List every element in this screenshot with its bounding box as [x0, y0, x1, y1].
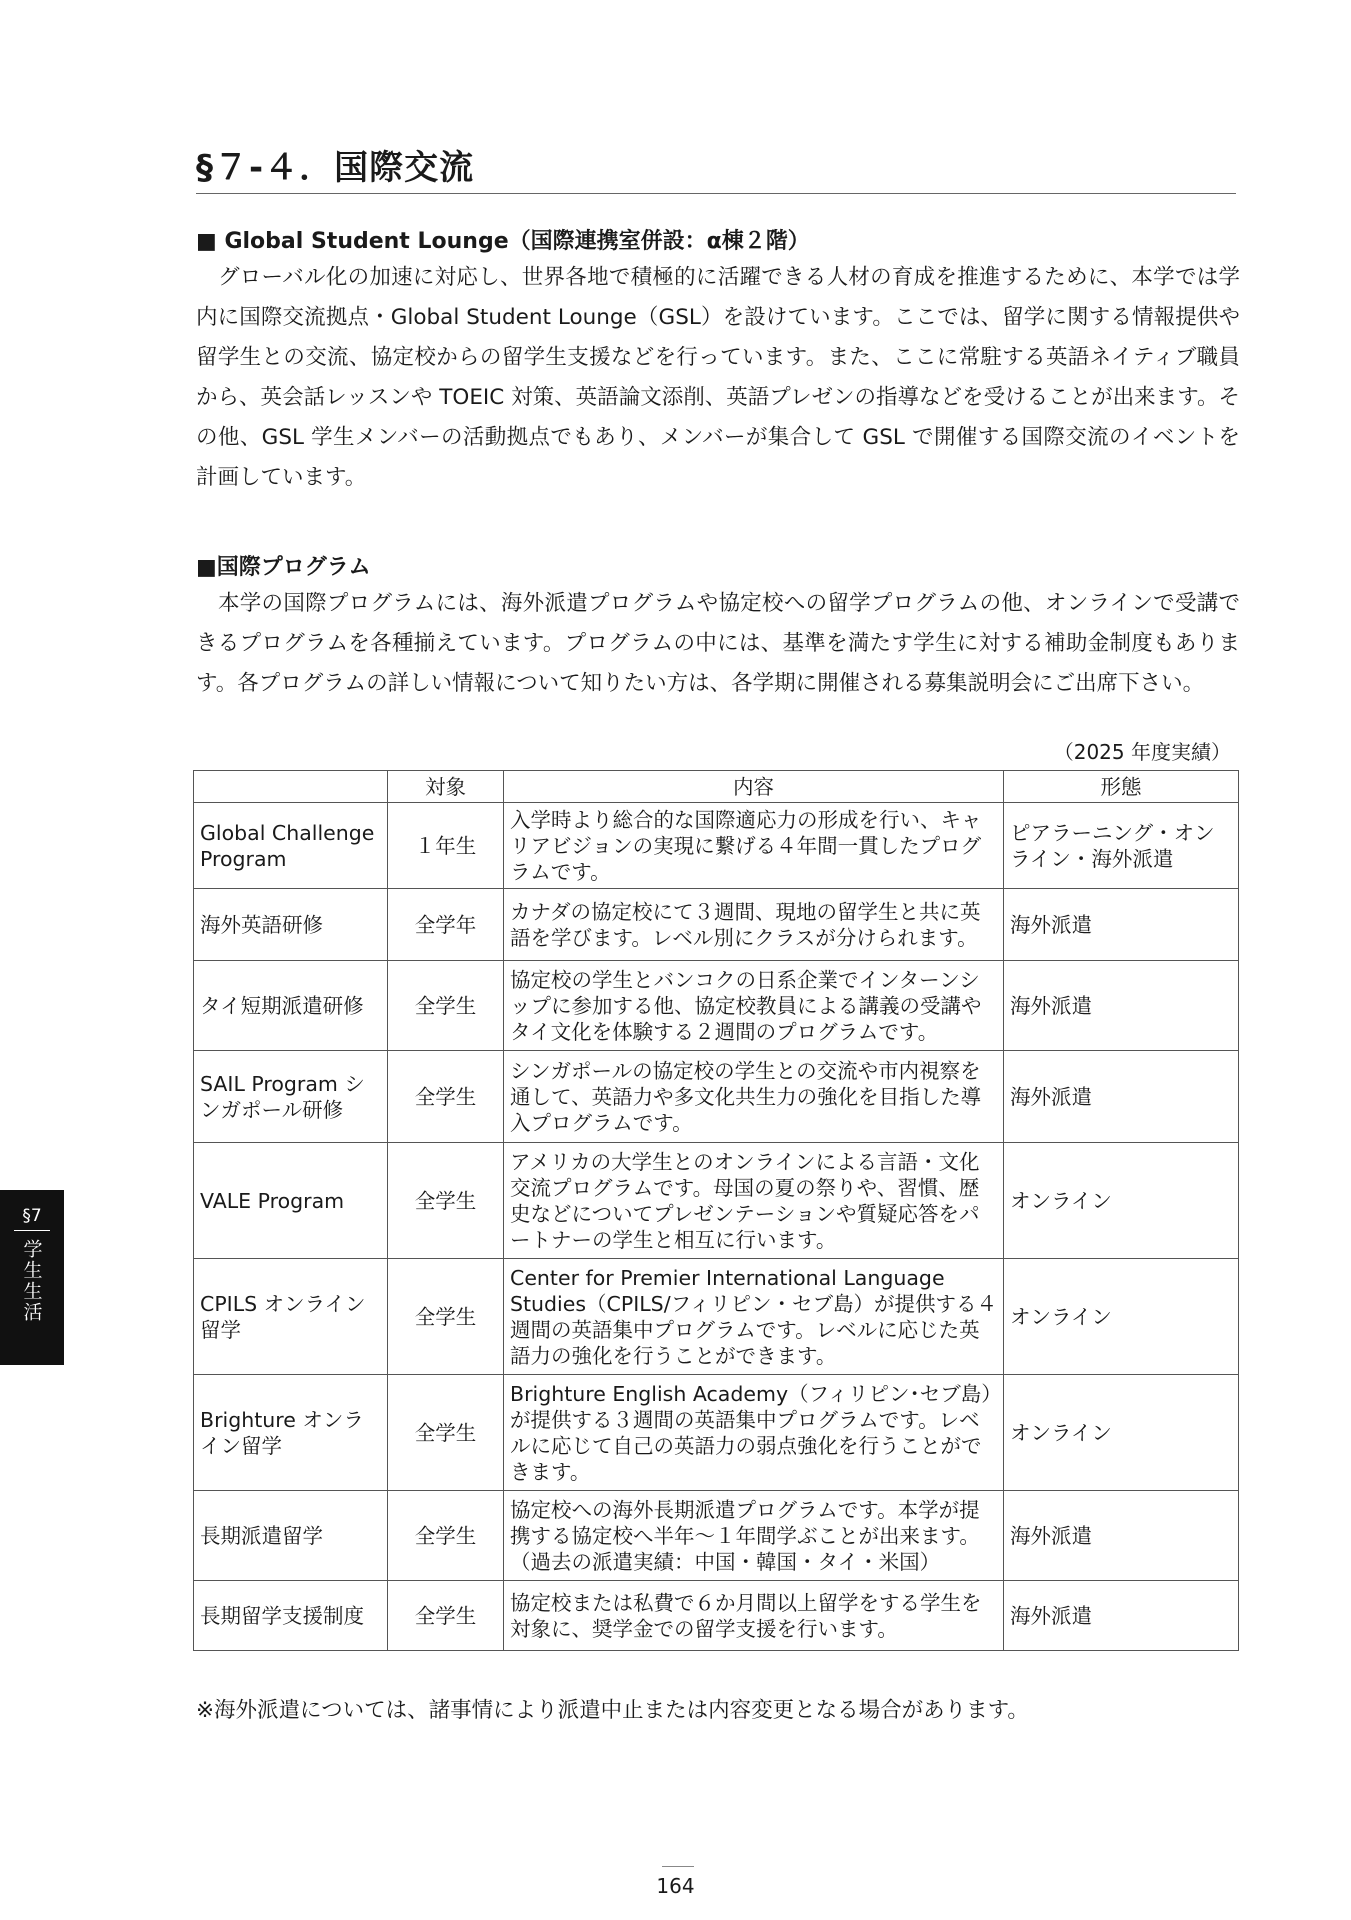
program-format: ピアラーニング・オンライン・海外派遣: [1004, 803, 1239, 889]
column-header-target: 対象: [388, 771, 504, 803]
program-target: １年生: [388, 803, 504, 889]
program-target: 全学生: [388, 1143, 504, 1259]
page-number-rule: [662, 1866, 694, 1867]
table-row: [194, 1375, 1239, 1491]
program-name: 海外英語研修: [194, 889, 388, 961]
programs-heading: ■国際プログラム: [196, 555, 371, 580]
table-row: [194, 1581, 1239, 1651]
table-row: [194, 1051, 1239, 1143]
program-target: 全学生: [388, 961, 504, 1051]
table-row: [194, 1259, 1239, 1375]
program-content: 協定校の学生とバンコクの日系企業でインターンシップに参加する他、協定校教員による講義の受講やタイ文化を体験する２週間のプログラムです。: [504, 961, 1004, 1051]
program-name: VALE Program: [194, 1143, 388, 1259]
column-header-name: [194, 771, 388, 803]
program-name: SAIL Program シンガポール研修: [194, 1051, 388, 1143]
footnote: ※海外派遣については、諸事情により派遣中止または内容変更となる場合があります。: [196, 1698, 1029, 1723]
program-content: 協定校への海外長期派遣プログラムです。本学が提携する協定校へ半年～１年間学ぶことが出来ます。（過去の派遣実績：中国・韓国・タイ・米国）: [504, 1491, 1004, 1581]
program-target: 全学生: [388, 1259, 504, 1375]
table-row: [194, 889, 1239, 961]
program-format: 海外派遣: [1004, 961, 1239, 1051]
side-tab-label: 学生生活: [20, 1239, 43, 1323]
table-row: [194, 803, 1239, 889]
table-row: [194, 961, 1239, 1051]
program-name: Global Challenge Program: [194, 803, 388, 889]
program-target: 全学生: [388, 1051, 504, 1143]
program-name: タイ短期派遣研修: [194, 961, 388, 1051]
program-target: 全学生: [388, 1375, 504, 1491]
program-target: 全学生: [388, 1491, 504, 1581]
program-content: シンガポールの協定校の学生との交流や市内視察を通して、英語力や多文化共生力の強化を目指した導入プログラムです。: [504, 1051, 1004, 1143]
program-content: カナダの協定校にて３週間、現地の留学生と共に英語を学びます。レベル別にクラスが分けられます。: [504, 889, 1004, 961]
program-format: 海外派遣: [1004, 1581, 1239, 1651]
program-content: アメリカの大学生とのオンラインによる言語・文化交流プログラムです。母国の夏の祭りや、習慣、歴史などについてプレゼンテーションや質疑応答をパートナーの学生と相互に行います。: [504, 1143, 1004, 1259]
section-side-tab: [0, 1190, 64, 1365]
program-content: Center for Premier International Language Studies（CPILS/フィリピン・セブ島）が提供する４週間の英語集中プログラムです。レベルに応じた英語力の強化を行うことができます。: [504, 1259, 1004, 1375]
program-name: Brighture オンライン留学: [194, 1375, 388, 1491]
gsl-heading: ■ Global Student Lounge（国際連携室併設：α棟２階）: [196, 229, 810, 254]
program-target: 全学生: [388, 1581, 504, 1651]
program-format: 海外派遣: [1004, 889, 1239, 961]
table-row: [194, 1491, 1239, 1581]
program-format: 海外派遣: [1004, 1051, 1239, 1143]
program-format: 海外派遣: [1004, 1491, 1239, 1581]
table-note: （2025 年度実績）: [1053, 740, 1231, 764]
programs-table: [193, 770, 1239, 1651]
column-header-format: 形態: [1004, 771, 1239, 803]
table-row: [194, 1143, 1239, 1259]
program-format: オンライン: [1004, 1375, 1239, 1491]
page-number: 164: [656, 1874, 695, 1898]
page-title: §７-４．国際交流: [196, 140, 1236, 194]
program-name: CPILS オンライン留学: [194, 1259, 388, 1375]
program-content: 入学時より総合的な国際適応力の形成を行い、キャリアビジョンの実現に繋げる４年間一貫したプログラムです。: [504, 803, 1004, 889]
program-format: オンライン: [1004, 1259, 1239, 1375]
program-content: Brighture English Academy（フィリピン･セブ島）が提供する３週間の英語集中プログラムです。レベルに応じて自己の英語力の弱点強化を行うことができます。: [504, 1375, 1004, 1491]
gsl-body: グローバル化の加速に対応し、世界各地で積極的に活躍できる人材の育成を推進するために、本学では学内に国際交流拠点・Global Student Lounge（GSL）を設けています。ここでは、留学に関する情報提供や留学生との交流、協定校からの留学生支援などを行っています。また、ここに常駐する英語ネイティブ職員から、英会話レッスンや TOEIC 対策、英語論文添削、英語プレゼンの指導などを受けることが出来ます。その他、GSL 学生メンバーの活動拠点でもあり、メンバーが集合して GSL で開催する国際交流のイベントを計画しています。: [196, 265, 1240, 490]
table-header-row: [194, 771, 1239, 803]
program-name: 長期派遣留学: [194, 1491, 388, 1581]
program-format: オンライン: [1004, 1143, 1239, 1259]
program-name: 長期留学支援制度: [194, 1581, 388, 1651]
side-tab-section: §7: [14, 1206, 50, 1231]
column-header-content: 内容: [504, 771, 1004, 803]
program-target: 全学年: [388, 889, 504, 961]
program-content: 協定校または私費で６か月間以上留学をする学生を対象に、奨学金での留学支援を行います。: [504, 1581, 1004, 1651]
programs-body: 本学の国際プログラムには、海外派遣プログラムや協定校への留学プログラムの他、オンラインで受講できるプログラムを各種揃えています。プログラムの中には、基準を満たす学生に対する補助金制度もあります。各プログラムの詳しい情報について知りたい方は、各学期に開催される募集説明会にご出席下さい。: [196, 591, 1240, 696]
